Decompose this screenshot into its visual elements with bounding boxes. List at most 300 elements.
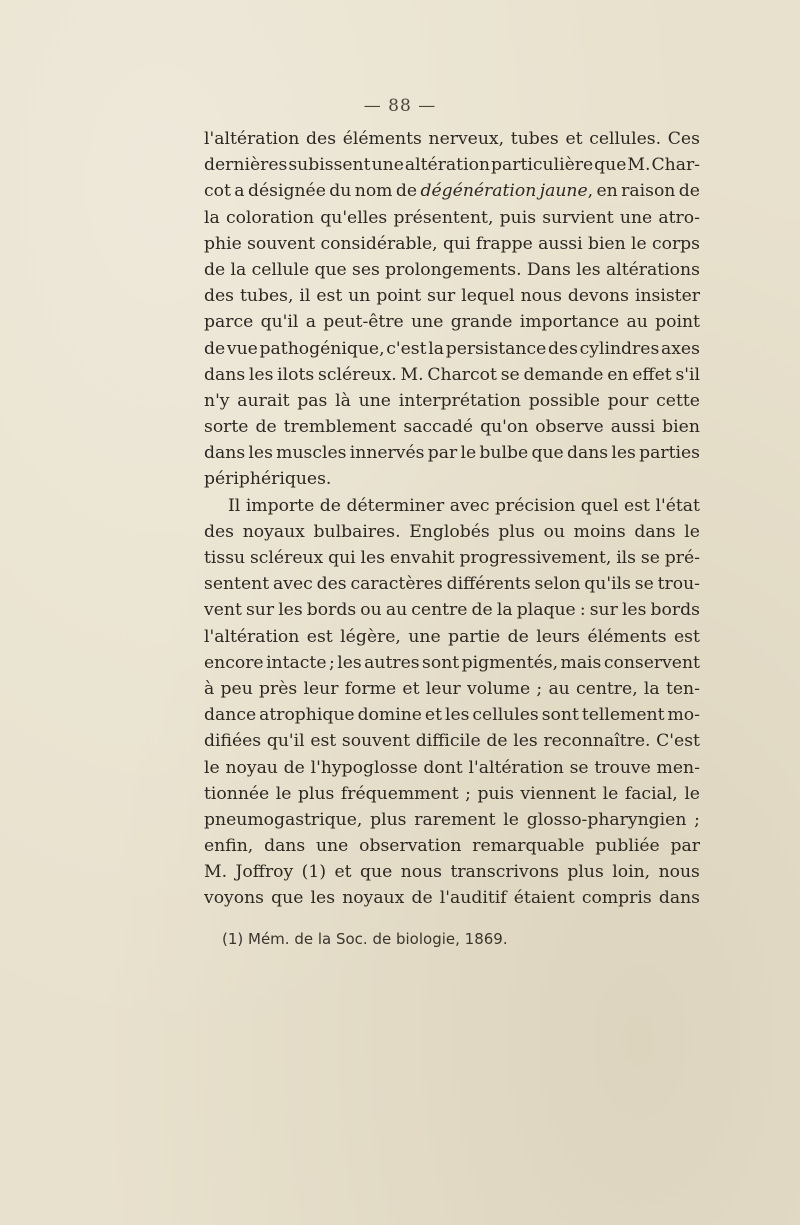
word: et xyxy=(424,705,442,726)
word: les xyxy=(337,652,362,673)
word: parce xyxy=(204,312,254,333)
word: conservent xyxy=(603,652,700,673)
word: interprétation xyxy=(398,390,521,411)
word: nous xyxy=(400,862,442,883)
word: plus xyxy=(498,521,535,542)
word: Ces xyxy=(667,129,700,149)
word: du xyxy=(329,181,352,202)
word: remarquable xyxy=(472,836,585,857)
body-text xyxy=(204,126,700,912)
word: persistance xyxy=(445,338,547,359)
page-number: — 88 — xyxy=(363,96,437,116)
text-line xyxy=(204,440,700,466)
word: qu'il xyxy=(266,731,305,752)
word: tubes, xyxy=(239,286,294,307)
word: cellules xyxy=(472,705,539,726)
word: éléments xyxy=(587,626,667,647)
word: se xyxy=(634,574,654,595)
word: reconnaître. xyxy=(543,731,651,752)
word: cot xyxy=(204,181,231,202)
word: dans xyxy=(204,443,246,464)
word: Englobés xyxy=(409,521,490,542)
text-line xyxy=(204,493,700,519)
word: que xyxy=(594,155,627,176)
word: qui xyxy=(442,233,471,254)
word: sont xyxy=(422,652,460,673)
word: par xyxy=(670,836,700,857)
word: l'altération xyxy=(204,626,300,647)
word: envahit xyxy=(389,548,455,568)
word: étaient xyxy=(513,888,575,909)
word: présentent, xyxy=(393,207,494,228)
word: volume xyxy=(467,678,531,699)
word: sorte xyxy=(204,417,249,438)
word: avec xyxy=(449,495,490,516)
word: atro- xyxy=(658,207,700,228)
word: sur xyxy=(589,600,618,621)
word: nous xyxy=(520,286,562,307)
word: de xyxy=(204,338,226,359)
word: altération xyxy=(404,155,490,176)
word: altérations xyxy=(605,259,700,280)
word: cellules. xyxy=(589,129,662,149)
word: bien xyxy=(662,417,700,438)
word: plaque xyxy=(516,600,576,621)
word: dance xyxy=(204,705,257,726)
word: cellule xyxy=(251,259,310,280)
word: là xyxy=(335,390,351,411)
word: le xyxy=(631,233,647,254)
word: est xyxy=(306,626,333,647)
word: scléreux. xyxy=(318,364,397,385)
word: caractères xyxy=(350,574,443,595)
word: coloration xyxy=(225,207,315,228)
word: effet xyxy=(632,364,672,385)
word: (1) xyxy=(301,862,327,883)
word: trou- xyxy=(657,574,700,595)
word: c'est xyxy=(386,338,427,359)
word: innervés xyxy=(349,443,425,464)
word: de xyxy=(486,731,508,752)
text-line xyxy=(204,466,700,492)
word: considérable, xyxy=(320,233,438,254)
word: périphériques. xyxy=(204,469,332,490)
word: M. xyxy=(204,862,228,883)
word: nerveux, xyxy=(428,129,505,149)
word: une xyxy=(408,626,441,647)
text-line xyxy=(204,126,700,152)
word: et xyxy=(334,862,352,883)
word: ou xyxy=(543,521,565,542)
word: par xyxy=(427,443,458,464)
word: aussi xyxy=(538,233,583,254)
word: insister xyxy=(634,286,700,307)
word: souvent xyxy=(341,731,411,752)
word: nom xyxy=(354,181,393,202)
word: de xyxy=(204,259,226,280)
word: Joffroy xyxy=(235,862,294,883)
word: l'altération xyxy=(204,129,300,149)
word: avec xyxy=(272,574,313,595)
word: aurait xyxy=(237,390,290,411)
word: enfin, xyxy=(204,836,254,857)
word: difiées xyxy=(204,731,262,752)
word: désignée xyxy=(247,181,326,202)
text-line xyxy=(204,885,700,911)
word: atrophique xyxy=(259,705,355,726)
word: compris xyxy=(581,888,652,909)
word: autres xyxy=(364,652,420,673)
word: partie xyxy=(448,626,501,647)
word: cette xyxy=(656,390,700,411)
word: de xyxy=(471,600,493,621)
word: rarement xyxy=(414,809,496,830)
word: de xyxy=(507,626,529,647)
word: et xyxy=(402,678,420,699)
word: pathogénique, xyxy=(259,338,385,359)
word: ; xyxy=(694,809,700,830)
word: ten- xyxy=(665,678,700,699)
word: ou xyxy=(360,600,382,621)
word: le xyxy=(684,783,700,804)
word: le xyxy=(602,783,619,804)
word: sentent xyxy=(204,574,270,595)
word: centre xyxy=(411,600,468,621)
word: dans xyxy=(634,521,676,542)
word: plus xyxy=(297,783,335,804)
word: peu xyxy=(220,678,253,699)
text-line xyxy=(204,702,700,728)
word: phie xyxy=(204,233,242,254)
word: légère, xyxy=(340,626,401,647)
text-line xyxy=(204,728,700,754)
text-line xyxy=(204,859,700,885)
word: leur xyxy=(425,678,461,699)
word: puis xyxy=(477,783,514,804)
word: que xyxy=(531,443,564,464)
word: forme xyxy=(344,678,397,699)
word: en xyxy=(596,181,618,202)
word: observe xyxy=(535,417,604,438)
word: axes xyxy=(660,338,700,359)
text-line xyxy=(204,414,700,440)
word: un xyxy=(348,286,371,307)
word: l'auditif xyxy=(439,888,507,909)
text-line xyxy=(204,676,700,702)
word: les xyxy=(576,259,601,280)
word: dans xyxy=(566,443,609,464)
word: pneumogastrique, xyxy=(204,809,363,830)
word: les xyxy=(621,600,647,621)
word: sur xyxy=(427,286,456,307)
word: qu'il xyxy=(260,312,299,333)
word: déterminer xyxy=(346,495,445,516)
word: demande xyxy=(523,364,604,385)
word: le xyxy=(275,783,292,804)
word: subissent xyxy=(288,155,371,176)
word: ils xyxy=(616,548,637,568)
word: trouve xyxy=(594,757,651,778)
word: de xyxy=(319,495,341,516)
text-line xyxy=(204,519,700,545)
word: observation xyxy=(359,836,462,857)
word: se xyxy=(640,548,660,568)
word: le xyxy=(204,757,220,778)
word: les xyxy=(278,600,303,621)
word: une xyxy=(358,390,391,411)
word: sont xyxy=(541,705,579,726)
word: la xyxy=(230,259,247,280)
word: difficile xyxy=(415,731,481,752)
word: plus xyxy=(567,862,604,883)
word: qu'on xyxy=(480,417,529,438)
word: se xyxy=(569,757,589,778)
word: cylindres xyxy=(579,338,660,359)
text-line xyxy=(204,205,700,231)
word: les xyxy=(611,443,636,464)
word: Il xyxy=(228,495,241,516)
word: au xyxy=(548,678,570,699)
word: mo- xyxy=(667,705,700,726)
word: l'état xyxy=(655,495,700,516)
text-line xyxy=(204,231,700,257)
word: à xyxy=(204,678,215,699)
word: la xyxy=(204,207,220,228)
text-line xyxy=(204,807,700,833)
word: ilots xyxy=(277,364,315,385)
word: C'est xyxy=(656,731,700,752)
word: éléments xyxy=(342,129,422,149)
word: la xyxy=(496,600,513,621)
word: de xyxy=(395,181,418,202)
word: l'hypoglosse xyxy=(310,757,418,778)
word: publiée xyxy=(595,836,660,857)
word: de xyxy=(283,757,305,778)
word: loin, xyxy=(612,862,651,883)
word: pigmentés, xyxy=(461,652,559,673)
word: tremblement xyxy=(283,417,397,438)
word: puis xyxy=(499,207,537,228)
word: bien xyxy=(587,233,626,254)
text-line xyxy=(204,571,700,597)
word: qui xyxy=(328,548,356,568)
word: aussi xyxy=(610,417,656,438)
word: les xyxy=(310,888,336,909)
word: ; xyxy=(465,783,471,804)
word: qu'elles xyxy=(320,207,388,228)
word: de xyxy=(255,417,277,438)
word: au xyxy=(626,312,648,333)
word: intacte xyxy=(266,652,327,673)
word: importe xyxy=(245,495,315,516)
word: est xyxy=(316,286,343,307)
word: nous xyxy=(658,862,700,883)
word: une xyxy=(411,312,444,333)
word: raison xyxy=(621,181,676,202)
text-line xyxy=(204,781,700,807)
word: dans xyxy=(204,364,246,385)
word: pour xyxy=(607,390,649,411)
word: dernières xyxy=(204,155,288,176)
text-line xyxy=(204,388,700,414)
word: dans xyxy=(264,836,306,857)
text-line xyxy=(204,362,700,388)
word: les xyxy=(248,443,273,464)
word: mais xyxy=(560,652,602,673)
text-line xyxy=(204,283,700,309)
word: viennent xyxy=(520,783,597,804)
word: Dans xyxy=(526,259,571,280)
word: scléreux xyxy=(249,548,324,568)
word: de xyxy=(411,888,433,909)
word: lequel xyxy=(461,286,515,307)
text-line xyxy=(204,833,700,859)
word: importance xyxy=(519,312,620,333)
word: s'il xyxy=(675,364,700,385)
footnote: (1) Mém. de la Soc. de biologie, 1869. xyxy=(222,930,508,948)
word: l'altération xyxy=(468,757,564,778)
word: quel xyxy=(580,495,619,516)
word: sur xyxy=(245,600,275,621)
word: de xyxy=(678,181,700,202)
word: tellement xyxy=(581,705,665,726)
word: une xyxy=(619,207,653,228)
text-line xyxy=(204,624,700,650)
word: des xyxy=(204,286,234,307)
word: M. xyxy=(627,155,651,176)
word: le xyxy=(684,521,700,542)
word: tissu xyxy=(204,548,246,568)
word: dont xyxy=(423,757,463,778)
word: tionnée xyxy=(204,783,270,804)
text-line xyxy=(204,152,700,178)
word: fréquemment xyxy=(340,783,459,804)
word: les xyxy=(248,364,274,385)
word: possible xyxy=(528,390,600,411)
word: qu'ils xyxy=(584,574,631,595)
word: les xyxy=(444,705,470,726)
word: une xyxy=(316,836,349,857)
word: progressivement, xyxy=(459,548,612,568)
text-line xyxy=(204,650,700,676)
word: corps xyxy=(651,233,700,254)
word: des xyxy=(306,129,337,149)
word: le xyxy=(503,809,519,830)
word: se xyxy=(500,364,520,385)
word: noyaux xyxy=(342,888,405,909)
word: une xyxy=(371,155,404,176)
word: prolongements. xyxy=(385,259,522,280)
word: bulbaires. xyxy=(313,521,401,542)
word: près xyxy=(259,678,298,699)
text-line xyxy=(204,257,700,283)
word: leur xyxy=(303,678,339,699)
word: que xyxy=(360,862,393,883)
word: selon xyxy=(534,574,581,595)
word: encore xyxy=(204,652,264,673)
word: des xyxy=(316,574,347,595)
word: dégénération xyxy=(420,181,537,202)
word: centre, xyxy=(576,678,638,699)
word: saccadé xyxy=(403,417,474,438)
word: leurs xyxy=(536,626,580,647)
word: vue xyxy=(226,338,258,359)
word: parties xyxy=(639,443,700,464)
word: les xyxy=(513,731,538,752)
word: bulbe xyxy=(479,443,529,464)
word: n'y xyxy=(204,390,230,411)
word: que xyxy=(314,259,347,280)
word: noyau xyxy=(225,757,278,778)
word: pas xyxy=(297,390,328,411)
word: frappe xyxy=(475,233,533,254)
word: est xyxy=(674,626,700,647)
text-line xyxy=(204,178,700,204)
word: particulière xyxy=(491,155,594,176)
word: a xyxy=(234,181,245,202)
word: transcrivons xyxy=(450,862,559,883)
word: point xyxy=(655,312,700,333)
word: la xyxy=(428,338,444,359)
text-line xyxy=(204,545,700,571)
word: et xyxy=(565,129,583,149)
word: pré- xyxy=(664,548,700,568)
text-line xyxy=(204,336,700,362)
word: des xyxy=(547,338,578,359)
word: il xyxy=(299,286,311,307)
word: bords xyxy=(650,600,700,621)
word: ; xyxy=(536,678,543,699)
word: des xyxy=(204,521,234,542)
word: ; xyxy=(328,652,335,673)
text-line xyxy=(204,309,700,335)
word: Char- xyxy=(651,155,700,176)
word: survient xyxy=(542,207,614,228)
word: domine xyxy=(357,705,422,726)
text-line xyxy=(204,597,700,623)
word: dans xyxy=(658,888,700,909)
word: moins xyxy=(573,521,626,542)
word: M. xyxy=(400,364,424,385)
word: noyaux xyxy=(242,521,305,542)
word: : xyxy=(579,600,586,621)
word: est xyxy=(624,495,650,516)
word: Charcot xyxy=(427,364,497,385)
word: tubes xyxy=(510,129,559,149)
word: la xyxy=(643,678,660,699)
word: grande xyxy=(450,312,513,333)
word: voyons xyxy=(204,888,265,909)
word: différents xyxy=(446,574,531,595)
word: au xyxy=(385,600,408,621)
word: facial, xyxy=(624,783,678,804)
word: peut-être xyxy=(323,312,404,333)
word: ses xyxy=(352,259,380,280)
word: souvent xyxy=(247,233,316,254)
word: jaune, xyxy=(539,181,594,202)
word: men- xyxy=(656,757,700,778)
word: vent xyxy=(204,600,242,621)
word: les xyxy=(360,548,386,568)
word: le xyxy=(460,443,477,464)
word: précision xyxy=(495,495,576,516)
word: devons xyxy=(567,286,629,307)
word: plus xyxy=(370,809,407,830)
word: bords xyxy=(306,600,357,621)
word: a xyxy=(305,312,316,333)
word: que xyxy=(271,888,304,909)
word: glosso-pharyngien xyxy=(526,809,687,830)
